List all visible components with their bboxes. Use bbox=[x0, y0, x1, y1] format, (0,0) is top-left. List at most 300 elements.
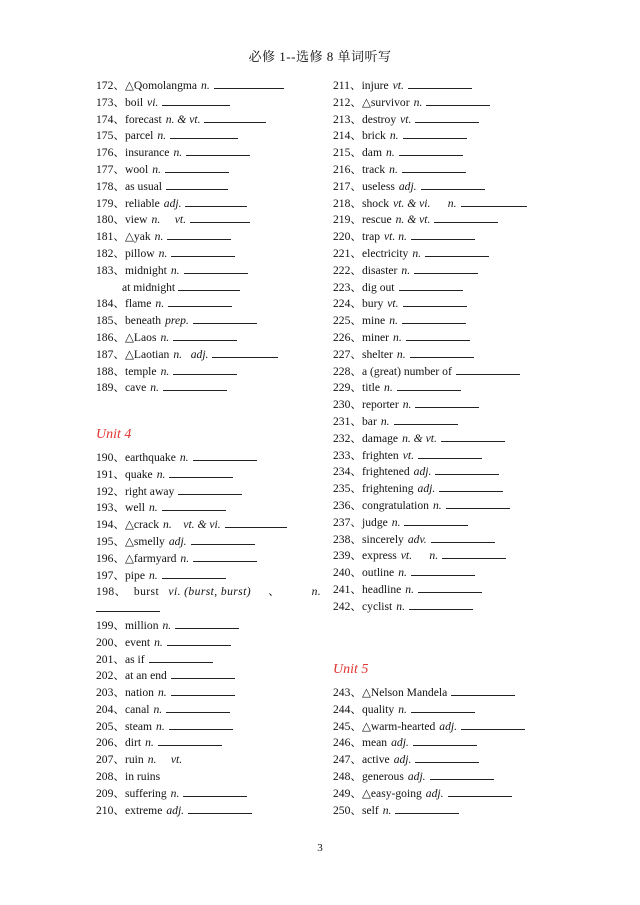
item-separator: 、 bbox=[113, 753, 125, 767]
item-pos: n. & vt. bbox=[402, 431, 437, 445]
answer-blank[interactable] bbox=[451, 685, 515, 696]
vocab-row bbox=[333, 112, 553, 129]
item-word: mean bbox=[362, 736, 388, 750]
item-number: 229 bbox=[333, 381, 351, 395]
answer-blank[interactable] bbox=[170, 128, 238, 139]
item-word: million bbox=[125, 618, 159, 632]
item-separator: 、 bbox=[350, 179, 362, 193]
item-separator: 、 bbox=[350, 803, 362, 817]
item-separator: 、 bbox=[350, 582, 362, 596]
answer-blank[interactable] bbox=[461, 196, 527, 207]
item-separator: 、 bbox=[350, 398, 362, 412]
item-pos: adv. bbox=[407, 532, 427, 546]
answer-blank[interactable] bbox=[178, 280, 240, 291]
item-number: 177 bbox=[96, 162, 114, 176]
item-number: 194 bbox=[96, 518, 114, 532]
item-separator: 、 bbox=[350, 736, 362, 750]
item-word: △crack bbox=[125, 518, 160, 532]
item-number: 204 bbox=[96, 702, 114, 716]
item-word: reporter bbox=[362, 398, 399, 412]
item-separator: 、 bbox=[113, 112, 125, 126]
item-number: 247 bbox=[333, 753, 351, 767]
answer-blank[interactable] bbox=[171, 668, 235, 679]
item-number: 210 bbox=[96, 803, 114, 817]
answer-blank[interactable] bbox=[167, 229, 231, 240]
answer-blank[interactable] bbox=[166, 702, 230, 713]
item-word: a (great) number of bbox=[362, 364, 452, 378]
item-pos: vt. bbox=[387, 297, 399, 311]
item-word: event bbox=[125, 635, 151, 649]
answer-blank[interactable] bbox=[162, 95, 230, 106]
answer-blank[interactable] bbox=[193, 450, 257, 461]
vocab-row bbox=[333, 752, 553, 769]
item-word: in ruins bbox=[125, 770, 161, 784]
vocab-row bbox=[96, 702, 316, 719]
item-number: 203 bbox=[96, 686, 114, 700]
item-word: miner bbox=[362, 330, 390, 344]
item-pos: n. bbox=[157, 129, 167, 143]
vocab-row bbox=[96, 313, 316, 330]
answer-blank[interactable] bbox=[171, 246, 235, 257]
vocab-row bbox=[96, 500, 316, 517]
item-word: dig out bbox=[362, 280, 395, 294]
answer-blank[interactable] bbox=[171, 685, 235, 696]
item-separator: 、 bbox=[113, 263, 125, 277]
answer-blank[interactable] bbox=[225, 517, 287, 528]
item-number: 227 bbox=[333, 347, 351, 361]
answer-blank[interactable] bbox=[162, 568, 226, 579]
answer-blank[interactable] bbox=[96, 601, 160, 612]
answer-blank[interactable] bbox=[446, 498, 510, 509]
answer-blank[interactable] bbox=[169, 467, 233, 478]
item-number: 179 bbox=[96, 196, 114, 210]
item-word: view bbox=[125, 213, 148, 227]
item-number: 173 bbox=[96, 95, 114, 109]
vocab-row bbox=[96, 196, 316, 213]
item-number: 172 bbox=[96, 79, 114, 92]
answer-blank[interactable] bbox=[442, 548, 506, 559]
vocab-row bbox=[333, 212, 553, 229]
item-separator: 、 bbox=[113, 786, 125, 800]
answer-blank[interactable] bbox=[178, 484, 242, 495]
answer-blank[interactable] bbox=[162, 500, 226, 511]
item-separator: 、 bbox=[350, 162, 362, 176]
item-word: insurance bbox=[125, 146, 170, 160]
vocab-row bbox=[333, 515, 553, 532]
item-number: 190 bbox=[96, 450, 114, 464]
item-number: 176 bbox=[96, 146, 114, 160]
item-separator: 、 bbox=[113, 246, 125, 260]
item-word: mine bbox=[362, 314, 386, 328]
answer-blank[interactable] bbox=[193, 551, 257, 562]
item-number: 185 bbox=[96, 314, 114, 328]
answer-blank[interactable] bbox=[410, 347, 474, 358]
item-pos: n. bbox=[180, 551, 190, 565]
answer-blank[interactable] bbox=[411, 565, 475, 576]
item-separator: 、 bbox=[350, 196, 362, 210]
item-word: destroy bbox=[362, 112, 397, 126]
item-separator: 、 bbox=[350, 213, 362, 227]
vocab-row bbox=[96, 330, 316, 347]
item-number: 214 bbox=[333, 129, 351, 143]
item-separator: 、 bbox=[113, 330, 125, 344]
item-pos: adj. bbox=[391, 736, 409, 750]
item-pos: adj. bbox=[398, 179, 417, 193]
item-number: 241 bbox=[333, 582, 351, 596]
answer-blank[interactable] bbox=[426, 95, 490, 106]
vocab-row bbox=[96, 467, 316, 484]
answer-blank[interactable] bbox=[434, 212, 498, 223]
answer-blank[interactable] bbox=[431, 532, 495, 543]
vocab-row bbox=[96, 212, 316, 229]
answer-blank[interactable] bbox=[173, 330, 237, 341]
answer-blank[interactable] bbox=[418, 582, 482, 593]
item-separator: 、 bbox=[350, 448, 362, 462]
answer-blank[interactable] bbox=[167, 635, 231, 646]
item-pos: n. bbox=[160, 330, 170, 344]
vocab-row bbox=[96, 534, 316, 551]
item-number: 219 bbox=[333, 213, 351, 227]
item-pos: n. bbox=[432, 498, 442, 512]
item-pos: vt. n. bbox=[384, 230, 407, 244]
item-word: at an end bbox=[125, 669, 167, 683]
item-word: shock bbox=[362, 196, 390, 210]
item-number: 225 bbox=[333, 314, 351, 328]
item-number: 196 bbox=[96, 551, 114, 565]
vocab-row bbox=[333, 431, 553, 448]
answer-blank[interactable] bbox=[402, 313, 466, 324]
vocab-row bbox=[333, 280, 553, 297]
item-pos: n. bbox=[156, 467, 166, 481]
item-pos: prep. bbox=[165, 314, 189, 328]
item-separator: 、 bbox=[113, 501, 125, 515]
answer-blank[interactable] bbox=[214, 78, 284, 89]
vocab-row bbox=[333, 78, 553, 95]
vocab-row bbox=[333, 702, 553, 719]
item-separator: 、 bbox=[113, 364, 125, 378]
item-number: 174 bbox=[96, 112, 114, 126]
vocab-row bbox=[333, 263, 553, 280]
vocab-list-f bbox=[333, 685, 553, 819]
item-number: 198 bbox=[96, 585, 115, 599]
answer-blank[interactable] bbox=[441, 431, 505, 442]
item-word: injure bbox=[361, 79, 389, 92]
item-number: 180 bbox=[96, 213, 114, 227]
item-number: 231 bbox=[333, 414, 351, 428]
item-number: 178 bbox=[96, 179, 114, 193]
item-pos: adj. bbox=[168, 534, 187, 548]
item-pos: n. bbox=[412, 246, 422, 260]
answer-blank[interactable] bbox=[418, 448, 482, 459]
item-word: dam bbox=[362, 146, 382, 160]
item-word: track bbox=[362, 162, 386, 176]
vocab-row bbox=[96, 246, 316, 263]
item-number: 238 bbox=[333, 532, 351, 546]
answer-blank[interactable] bbox=[185, 196, 247, 207]
item-separator: 、 bbox=[350, 770, 362, 784]
vocab-row bbox=[96, 179, 316, 196]
item-pos: vt. bbox=[402, 448, 414, 462]
phrase-row bbox=[96, 280, 316, 297]
vocab-row bbox=[333, 229, 553, 246]
vocab-row bbox=[333, 380, 553, 397]
item-separator: 、 bbox=[113, 702, 125, 716]
vocab-row bbox=[96, 551, 316, 568]
vocab-row bbox=[333, 330, 553, 347]
answer-blank[interactable] bbox=[169, 719, 233, 730]
page-number: 3 bbox=[317, 842, 323, 854]
answer-blank[interactable] bbox=[414, 263, 478, 274]
item-separator: 、 bbox=[350, 246, 362, 260]
item-word: electricity bbox=[362, 246, 409, 260]
item-word: wool bbox=[125, 162, 149, 176]
item-separator: 、 bbox=[113, 618, 125, 632]
item-word: △Laotian bbox=[125, 347, 170, 361]
item-number: 234 bbox=[333, 465, 351, 479]
item-separator: 、 bbox=[113, 518, 125, 532]
vocab-row bbox=[333, 464, 553, 481]
item-separator: 、 bbox=[350, 280, 362, 294]
answer-blank[interactable] bbox=[212, 347, 278, 358]
item-pos: vi. (burst, burst) bbox=[168, 585, 251, 599]
item-word: reliable bbox=[125, 196, 160, 210]
left-column bbox=[96, 78, 322, 819]
answer-blank[interactable] bbox=[183, 786, 247, 797]
item-separator: 、 bbox=[113, 736, 125, 750]
answer-blank[interactable] bbox=[397, 380, 461, 391]
answer-blank[interactable] bbox=[403, 128, 467, 139]
item-separator: 、 bbox=[350, 95, 362, 109]
vocab-row bbox=[96, 719, 316, 736]
item-separator: 、 bbox=[350, 263, 362, 277]
item-pos: n. bbox=[148, 501, 158, 515]
item-word: extreme bbox=[125, 803, 163, 817]
item-number: 215 bbox=[333, 146, 351, 160]
item-word: active bbox=[362, 753, 390, 767]
item-pos: n. vt. & vi. bbox=[163, 518, 221, 532]
answer-blank[interactable] bbox=[394, 414, 458, 425]
item-pos: adj. bbox=[407, 770, 426, 784]
item-number: 221 bbox=[333, 246, 351, 260]
item-separator: 、 bbox=[350, 702, 362, 716]
item-word: temple bbox=[125, 364, 157, 378]
answer-blank[interactable] bbox=[415, 397, 479, 408]
item-pos: n. bbox=[413, 95, 423, 109]
answer-blank[interactable] bbox=[411, 702, 475, 713]
answer-blank[interactable] bbox=[408, 78, 472, 89]
vocab-row bbox=[96, 380, 316, 397]
answer-blank[interactable] bbox=[421, 179, 485, 190]
answer-blank[interactable] bbox=[439, 481, 503, 492]
item-pos: n. bbox=[389, 162, 398, 176]
item-separator: 、 bbox=[350, 230, 362, 244]
answer-blank[interactable] bbox=[204, 112, 266, 123]
answer-blank[interactable] bbox=[402, 162, 466, 173]
answer-blank[interactable] bbox=[409, 599, 473, 610]
item-number: 199 bbox=[96, 618, 114, 632]
item-word: as if bbox=[125, 652, 145, 666]
item-pos: adj. bbox=[163, 196, 182, 210]
vocab-row bbox=[333, 599, 553, 616]
answer-blank[interactable] bbox=[415, 752, 479, 763]
item-separator: 、 bbox=[350, 549, 362, 563]
item-separator: 、 bbox=[350, 330, 362, 344]
item-number: 232 bbox=[333, 431, 351, 445]
unit-5-heading: Unit 5 bbox=[333, 662, 369, 678]
item-separator: 、 bbox=[350, 599, 362, 613]
answer-blank[interactable] bbox=[404, 515, 468, 526]
vocab-row bbox=[96, 112, 316, 129]
answer-blank[interactable] bbox=[415, 112, 479, 123]
item-number: 205 bbox=[96, 719, 114, 733]
answer-blank[interactable] bbox=[165, 162, 229, 173]
item-separator: 、 bbox=[113, 686, 125, 700]
answer-blank[interactable] bbox=[395, 803, 459, 814]
item-pos: n. bbox=[380, 414, 390, 428]
vocab-row bbox=[96, 652, 316, 669]
item-pos: n. bbox=[393, 330, 402, 344]
vocab-row bbox=[96, 78, 316, 95]
item-word: cave bbox=[125, 381, 147, 395]
vocab-row bbox=[333, 481, 553, 498]
item-word: △Laos bbox=[125, 330, 157, 344]
answer-blank[interactable] bbox=[184, 263, 248, 274]
item-number: 175 bbox=[96, 129, 114, 143]
item-word: △warm-hearted bbox=[362, 719, 436, 733]
answer-blank[interactable] bbox=[190, 212, 250, 223]
vocab-row bbox=[96, 685, 316, 702]
item-pos: vt. bbox=[400, 112, 412, 126]
vocab-row bbox=[96, 769, 316, 786]
item-separator: 、 bbox=[113, 162, 125, 176]
answer-blank[interactable] bbox=[406, 330, 470, 341]
answer-blank[interactable] bbox=[456, 364, 520, 375]
item-pos: n. bbox=[170, 263, 180, 277]
vocab-list-b bbox=[96, 296, 316, 397]
item-number: 184 bbox=[96, 297, 114, 311]
item-separator: 、 bbox=[113, 450, 125, 464]
vocab-row bbox=[333, 448, 553, 465]
vocab-row bbox=[96, 484, 316, 501]
item-word: △easy-going bbox=[362, 786, 422, 800]
vocab-row bbox=[333, 565, 553, 582]
item-number: 186 bbox=[96, 330, 114, 344]
vocab-row bbox=[333, 735, 553, 752]
item-number: 211 bbox=[333, 79, 350, 92]
answer-blank[interactable] bbox=[149, 652, 213, 663]
answer-blank[interactable] bbox=[430, 769, 494, 780]
item-word: △Nelson Mandela bbox=[362, 686, 448, 700]
answer-blank[interactable] bbox=[435, 464, 499, 475]
vocab-row bbox=[96, 735, 316, 752]
item-word: title bbox=[362, 381, 381, 395]
answer-blank[interactable] bbox=[448, 786, 512, 797]
item-number: 187 bbox=[96, 347, 114, 361]
item-number: 245 bbox=[333, 719, 351, 733]
item-word: nation bbox=[125, 686, 154, 700]
answer-blank[interactable] bbox=[188, 803, 252, 814]
item-number: 213 bbox=[333, 112, 351, 126]
item-number: 220 bbox=[333, 230, 351, 244]
item-word: midnight bbox=[125, 263, 167, 277]
answer-blank[interactable] bbox=[186, 145, 250, 156]
answer-blank[interactable] bbox=[163, 380, 227, 391]
item-pos: n. adj. bbox=[173, 347, 209, 361]
item-word: flame bbox=[125, 297, 152, 311]
answer-blank[interactable] bbox=[403, 296, 467, 307]
item-number: 217 bbox=[333, 179, 351, 193]
item-word: pipe bbox=[125, 568, 145, 582]
item-separator: 、 bbox=[350, 414, 362, 428]
item-number: 233 bbox=[333, 448, 351, 462]
item-word: cyclist bbox=[362, 599, 393, 613]
answer-blank[interactable] bbox=[175, 618, 239, 629]
item-separator: 、 bbox=[350, 498, 362, 512]
answer-blank[interactable] bbox=[461, 719, 525, 730]
item-separator: 、 bbox=[113, 129, 125, 143]
item-separator: 、 bbox=[350, 753, 362, 767]
answer-blank[interactable] bbox=[168, 296, 232, 307]
vocab-list-c bbox=[96, 450, 316, 584]
answer-blank[interactable] bbox=[193, 313, 257, 324]
item-separator: 、 bbox=[350, 566, 362, 580]
answer-blank[interactable] bbox=[413, 735, 477, 746]
item-separator: 、 bbox=[350, 381, 362, 395]
item-separator: 、 bbox=[113, 230, 125, 244]
item-pos: n. bbox=[156, 719, 165, 733]
item-word: bury bbox=[362, 297, 384, 311]
item-number: 239 bbox=[333, 549, 351, 563]
item-pos: adj. bbox=[425, 786, 444, 800]
item-word: self bbox=[362, 803, 379, 817]
item-separator: 、 bbox=[113, 467, 125, 481]
item-word: right away bbox=[125, 484, 175, 498]
vocab-row bbox=[96, 786, 316, 803]
item-pos: n. & vt. bbox=[165, 112, 201, 126]
item-pos: adj. bbox=[413, 465, 432, 479]
answer-blank[interactable] bbox=[399, 145, 463, 156]
item-pos: n. bbox=[405, 582, 414, 596]
item-number: 182 bbox=[96, 246, 114, 260]
item-word: steam bbox=[125, 719, 153, 733]
item-word: useless bbox=[362, 179, 395, 193]
answer-blank[interactable] bbox=[166, 179, 228, 190]
answer-blank[interactable] bbox=[425, 246, 489, 257]
item-pos: n. bbox=[154, 635, 163, 649]
item-pos: n. bbox=[170, 786, 180, 800]
item-word: parcel bbox=[125, 129, 154, 143]
vocab-row bbox=[333, 803, 553, 820]
answer-blank[interactable] bbox=[191, 534, 255, 545]
item-separator: 、 bbox=[350, 482, 362, 496]
answer-blank[interactable] bbox=[411, 229, 475, 240]
vocab-row bbox=[333, 246, 553, 263]
item-number: 246 bbox=[333, 736, 351, 750]
item-word: boil bbox=[125, 95, 144, 109]
answer-blank[interactable] bbox=[399, 280, 463, 291]
item-pos: n. bbox=[398, 702, 407, 716]
item-pos: n. bbox=[152, 162, 161, 176]
item-separator: 、 bbox=[350, 515, 362, 529]
item-pos: n. bbox=[162, 618, 172, 632]
item-separator: 、 bbox=[113, 95, 125, 109]
answer-blank[interactable] bbox=[173, 364, 237, 375]
vocab-row bbox=[96, 145, 316, 162]
answer-blank[interactable] bbox=[158, 735, 222, 746]
item-number: 208 bbox=[96, 770, 114, 784]
vocab-row bbox=[96, 618, 316, 635]
item-number: 201 bbox=[96, 652, 114, 666]
